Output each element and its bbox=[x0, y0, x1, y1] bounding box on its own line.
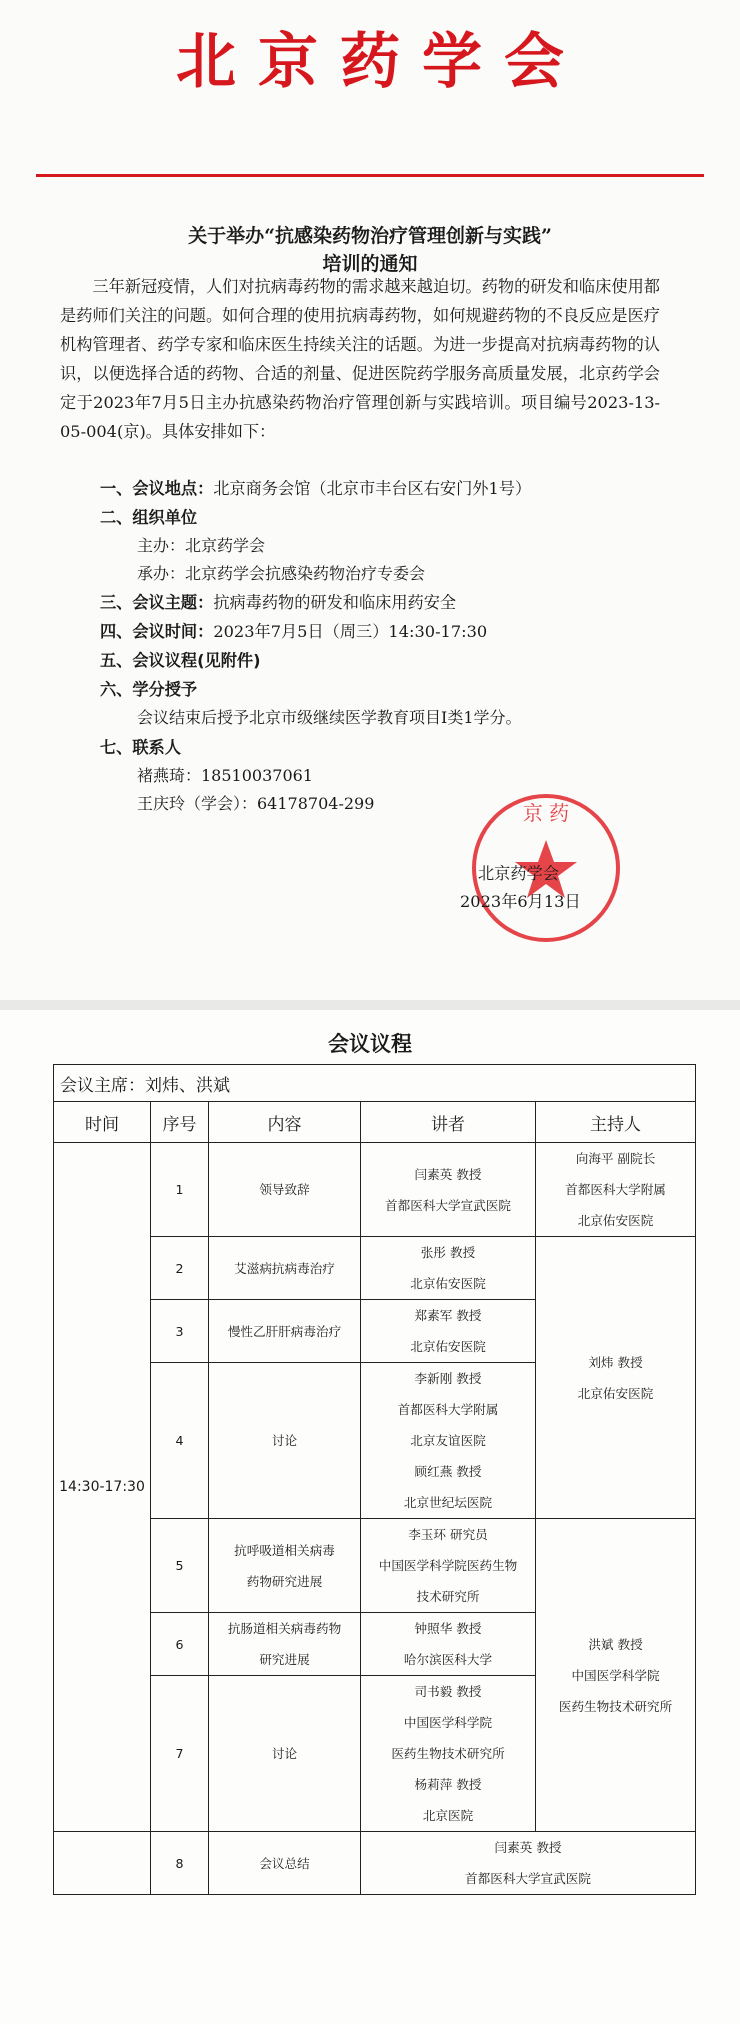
letterhead-org-name: 北京药学会 bbox=[176, 27, 586, 97]
notice-title bbox=[0, 222, 740, 278]
header-number: 序号 bbox=[151, 1102, 209, 1143]
contact-2: 王庆玲（学会）：64178704-299 bbox=[137, 794, 375, 813]
row-number: 5 bbox=[151, 1519, 209, 1613]
table-row bbox=[54, 1519, 696, 1613]
organizer-host: 主办：北京药学会 bbox=[137, 536, 266, 555]
section-credits bbox=[100, 675, 197, 704]
contact-1: 褚燕琦：18510037061 bbox=[137, 766, 313, 785]
section-time-label: 四、会议时间： bbox=[100, 622, 214, 641]
row-content: 艾滋病抗病毒治疗 bbox=[209, 1237, 361, 1300]
row-speaker: 李玉环 研究员 中国医学科学院医药生物 技术研究所 bbox=[361, 1519, 536, 1613]
section-credits-value: 会议结束后授予北京市级继续医学教育项目Ⅰ类1学分。 bbox=[137, 708, 522, 727]
row-moderator: 向海平 副院长 首都医科大学附属 北京佑安医院 bbox=[536, 1143, 696, 1237]
row-content: 领导致辞 bbox=[209, 1143, 361, 1237]
section-contacts bbox=[100, 733, 181, 762]
row-speaker: 闫素英 教授 首都医科大学宣武医院 bbox=[361, 1143, 536, 1237]
row-speaker: 李新刚 教授 首都医科大学附属 北京友谊医院 顾红燕 教授 北京世纪坛医院 bbox=[361, 1363, 536, 1519]
section-venue-value: 北京商务会馆（北京市丰台区右安门外1号） bbox=[213, 479, 532, 498]
row-content: 会议总结 bbox=[209, 1832, 361, 1895]
agenda-time: 14:30-17:30 bbox=[54, 1143, 151, 1832]
section-contacts-label: 七、联系人 bbox=[100, 738, 181, 757]
section-theme-label: 三、会议主题： bbox=[100, 593, 214, 612]
letterhead-divider bbox=[36, 174, 704, 177]
table-row bbox=[54, 1832, 696, 1895]
table-row bbox=[54, 1143, 696, 1237]
row-speaker: 闫素英 教授 首都医科大学宣武医院 bbox=[361, 1832, 696, 1895]
row-speaker: 郑素军 教授 北京佑安医院 bbox=[361, 1300, 536, 1363]
notice-title-line2: 培训的通知 bbox=[322, 253, 418, 275]
seal-text: 京 药 bbox=[522, 801, 570, 825]
signature-date: 2023年6月13日 bbox=[460, 892, 581, 911]
row-number: 8 bbox=[151, 1832, 209, 1895]
section-organizers bbox=[100, 503, 197, 532]
row-speaker: 钟照华 教授 哈尔滨医科大学 bbox=[361, 1613, 536, 1676]
row-content: 慢性乙肝肝病毒治疗 bbox=[209, 1300, 361, 1363]
section-agenda-label: 五、会议议程(见附件) bbox=[100, 651, 261, 670]
section-venue bbox=[100, 474, 531, 503]
row-moderator: 洪斌 教授 中国医学科学院 医药生物技术研究所 bbox=[536, 1519, 696, 1832]
row-speaker: 司书毅 教授 中国医学科学院 医药生物技术研究所 杨莉萍 教授 北京医院 bbox=[361, 1676, 536, 1832]
organizer-co-organizer: 承办：北京药学会抗感染药物治疗专委会 bbox=[137, 564, 426, 583]
header-content: 内容 bbox=[209, 1102, 361, 1143]
row-content: 抗呼吸道相关病毒 药物研究进展 bbox=[209, 1519, 361, 1613]
row-content: 讨论 bbox=[209, 1363, 361, 1519]
header-speaker: 讲者 bbox=[361, 1102, 536, 1143]
notice-title-line1: 关于举办“抗感染药物治疗管理创新与实践” bbox=[188, 225, 552, 247]
agenda-table bbox=[53, 1064, 696, 1895]
agenda-chairs-row bbox=[54, 1065, 696, 1102]
section-time bbox=[100, 617, 487, 646]
row-number: 6 bbox=[151, 1613, 209, 1676]
section-theme-value: 抗病毒药物的研发和临床用药安全 bbox=[213, 593, 457, 612]
notice-body: 三年新冠疫情，人们对抗病毒药物的需求越来越迫切。药物的研发和临床使用都是药师们关注的问题。如何合理的使用抗病毒药物，如何规避药物的不良反应是医疗机构管理者、药学专家和临床医生持续关注的话题。为进一步提高对抗病毒药物的认识，以便选择合适的药物、合适的剂量、促进医院药学服务高质量发展，北京药学会定于2023年7月5日主办抗感染药物治疗管理创新与实践培训。项目编号2023-13-05-004(京)。具体安排如下： bbox=[60, 277, 660, 441]
agenda-header-row bbox=[54, 1102, 696, 1143]
header-time: 时间 bbox=[54, 1102, 151, 1143]
row-number: 2 bbox=[151, 1237, 209, 1300]
header-moderator: 主持人 bbox=[536, 1102, 696, 1143]
section-agenda bbox=[100, 646, 260, 675]
section-time-value: 2023年7月5日（周三）14:30-17:30 bbox=[213, 622, 488, 641]
table-row bbox=[54, 1237, 696, 1300]
signature-org: 北京药学会 bbox=[478, 864, 559, 883]
section-organizers-label: 二、组织单位 bbox=[100, 508, 198, 527]
row-number: 3 bbox=[151, 1300, 209, 1363]
row-speaker: 张彤 教授 北京佑安医院 bbox=[361, 1237, 536, 1300]
section-credits-label: 六、学分授予 bbox=[100, 680, 198, 699]
row-number: 1 bbox=[151, 1143, 209, 1237]
agenda-chairs: 会议主席：刘炜、洪斌 bbox=[54, 1065, 696, 1102]
row-number: 7 bbox=[151, 1676, 209, 1832]
section-venue-label: 一、会议地点： bbox=[100, 479, 214, 498]
row-empty-time bbox=[54, 1832, 151, 1895]
row-moderator: 刘炜 教授 北京佑安医院 bbox=[536, 1237, 696, 1519]
row-number: 4 bbox=[151, 1363, 209, 1519]
row-content: 抗肠道相关病毒药物 研究进展 bbox=[209, 1613, 361, 1676]
row-content: 讨论 bbox=[209, 1676, 361, 1832]
section-theme bbox=[100, 588, 456, 617]
agenda-title: 会议议程 bbox=[328, 1032, 412, 1056]
